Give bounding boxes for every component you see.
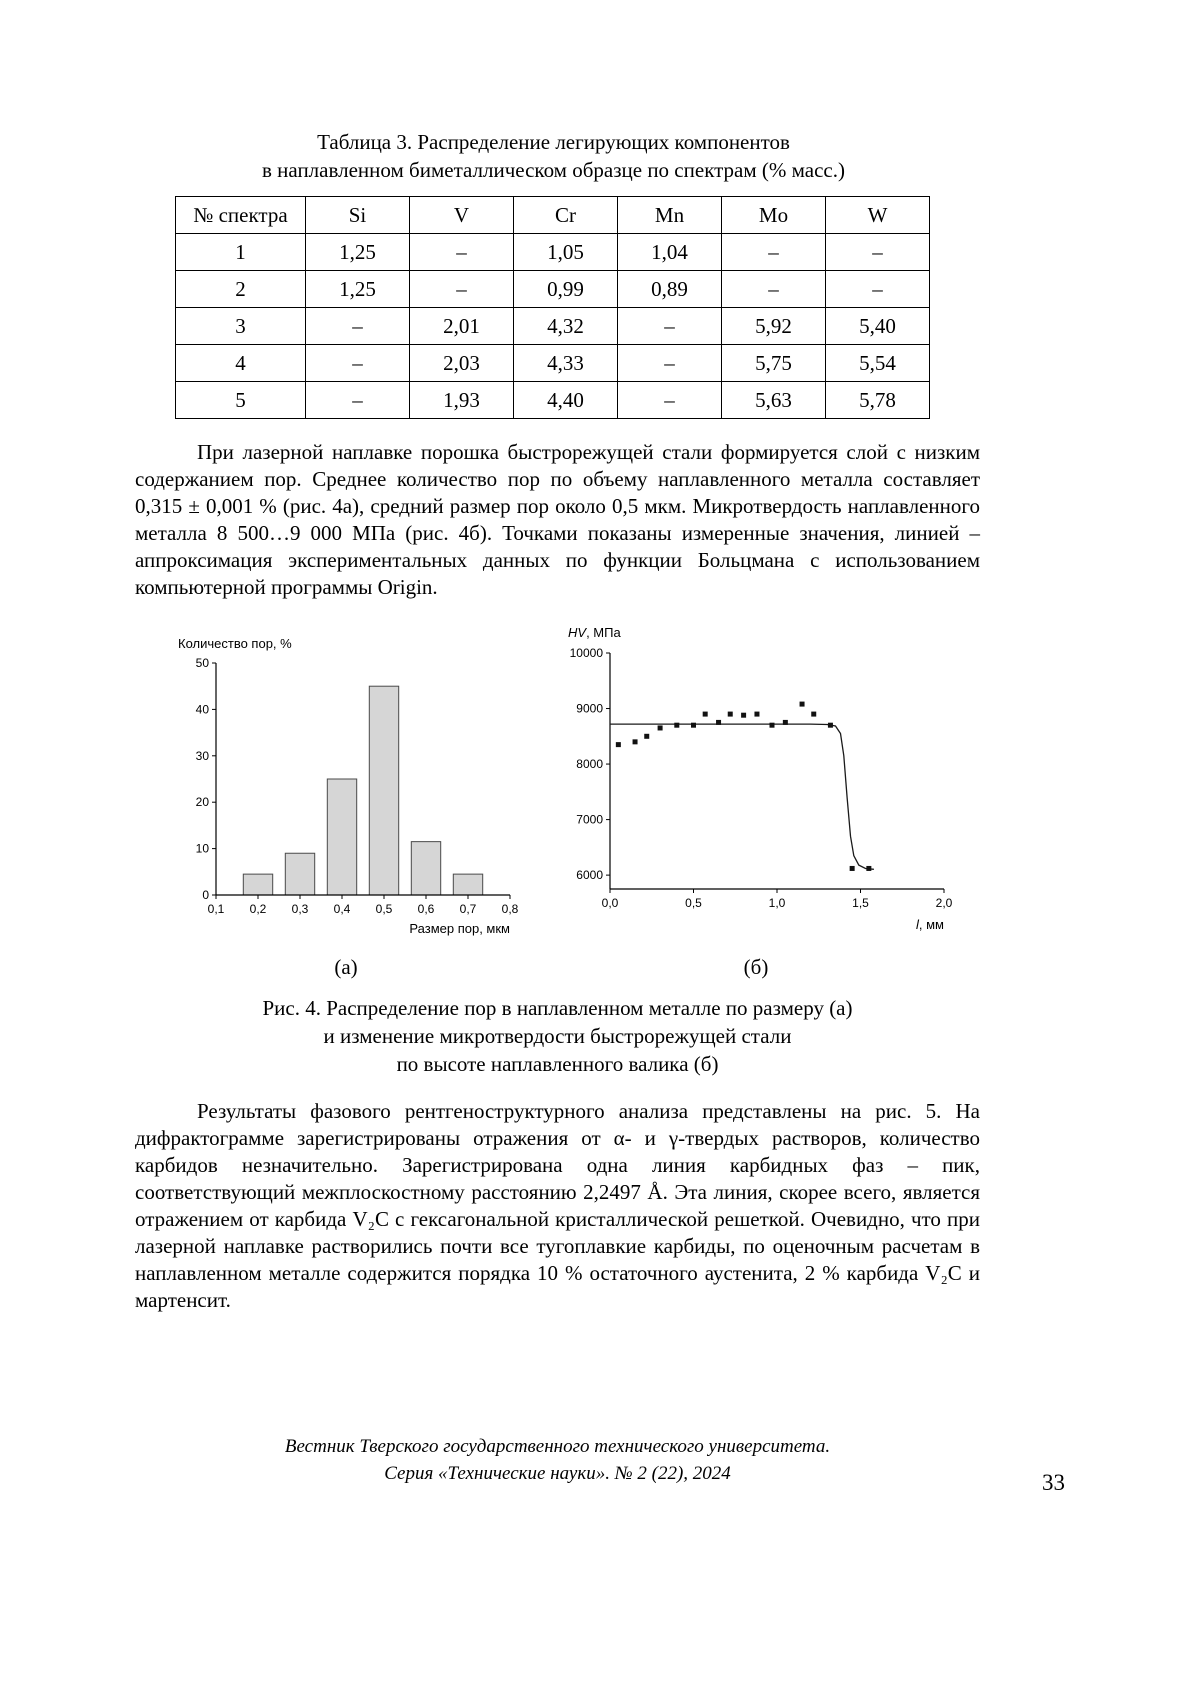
table-cell: 1,04 — [618, 234, 722, 271]
y-tick-label: 50 — [195, 656, 209, 670]
figure4-charts — [170, 617, 980, 980]
table-cell: – — [618, 382, 722, 419]
x-tick-label: 0,4 — [333, 902, 351, 916]
data-point — [741, 713, 746, 718]
measured-points — [616, 702, 872, 871]
table-cell: – — [722, 271, 826, 308]
data-point — [644, 734, 649, 739]
table-header-cell: W — [826, 197, 930, 234]
table-header-cell: Cr — [514, 197, 618, 234]
microhardness-scatter-chart — [552, 617, 960, 947]
data-point — [850, 866, 855, 871]
table-cell: – — [410, 271, 514, 308]
table-cell: 5 — [176, 382, 306, 419]
table-cell: 0,89 — [618, 271, 722, 308]
figure4-caption — [135, 994, 980, 1078]
table-cell: 1,25 — [306, 234, 410, 271]
table-row — [176, 382, 930, 419]
x-tick-label: 0,5 — [375, 902, 393, 916]
x-tick-label: 0,1 — [207, 902, 225, 916]
figure4-caption-line3: по высоте наплавленного валика (б) — [396, 1052, 719, 1076]
axes — [610, 653, 944, 889]
data-point — [728, 712, 733, 717]
table-cell: 5,92 — [722, 308, 826, 345]
boltzmann-fit-line — [610, 724, 874, 869]
bar — [327, 779, 356, 895]
table-cell: 2 — [176, 271, 306, 308]
table-cell: – — [410, 234, 514, 271]
bars — [243, 686, 482, 895]
table-header-cell: Mo — [722, 197, 826, 234]
x-tick-label: 2,0 — [935, 896, 953, 910]
table-cell: – — [306, 382, 410, 419]
data-point — [716, 720, 721, 725]
y-axis-title: HV, МПа — [568, 625, 621, 640]
table3-caption-line2: в наплавленном биметаллическом образце по спектрам (% масс.) — [262, 158, 845, 182]
paragraph-porosity: При лазерной наплавке порошка быстрорежущей стали формируется слой с низким содержанием пор. Среднее количество пор по объему наплавленного металла составляет 0,315 ± 0,001 % (рис. 4а), средний размер пор около 0,5 мкм. Микротвердость наплавленного металла 8 500…9 000 МПа (рис. 4б). Точками показаны измеренные значения, линией – аппроксимация экспериментальных данных по функции Больцмана с использованием компьютерной программы Origin. — [135, 440, 980, 599]
y-tick-label: 10 — [195, 841, 209, 856]
x-tick-label: 0,3 — [291, 902, 309, 916]
data-point — [828, 723, 833, 728]
y-tick-label: 10000 — [569, 646, 603, 660]
bar — [243, 874, 272, 895]
paragraph-xrd-analysis: Результаты фазового рентгеноструктурного анализа представлены на рис. 5. На дифрактограмме зарегистрированы отражения от α- и γ-твердых растворов, количество карбидов незначительно. Зарегистрирована одна линия карбидных фаз – пик, соответствующий межплоскостному расстоянию 2,2497 Å. Эта линия, скорее всего, является отражением от карбида V₂C с гексагональной кристаллической решеткой. Очевидно, что при лазерной наплавке растворились почти все тугоплавкие карбиды, по оценочным расчетам в наплавленном металле содержится порядка 10 % остаточного аустенита, 2 % карбида V₂C и мартенсит. — [135, 1099, 980, 1312]
table-header-cell: Si — [306, 197, 410, 234]
x-tick-label: 0,7 — [459, 902, 477, 916]
data-point — [769, 723, 774, 728]
x-tick-label: 0,6 — [417, 902, 435, 916]
table-cell: 5,54 — [826, 345, 930, 382]
bar — [285, 853, 314, 895]
table-header-cell: № спектра — [176, 197, 306, 234]
table-cell: – — [618, 308, 722, 345]
data-point — [674, 723, 679, 728]
table-header-cell: Mn — [618, 197, 722, 234]
bar — [369, 686, 398, 895]
x-tick-label: 1,5 — [852, 896, 869, 910]
y-tick-label: 0 — [202, 888, 209, 902]
pore-size-bar-chart — [170, 629, 522, 947]
y-tick-label: 20 — [195, 795, 209, 810]
data-point — [866, 866, 871, 871]
table-cell: 3 — [176, 308, 306, 345]
x-tick-label: 1,0 — [768, 896, 786, 910]
table-cell: 1 — [176, 234, 306, 271]
table-cell: 4 — [176, 345, 306, 382]
bar — [411, 842, 440, 895]
table-cell: 4,40 — [514, 382, 618, 419]
chart-panel-a — [170, 629, 522, 980]
table-row — [176, 308, 930, 345]
data-point — [754, 712, 759, 717]
table-row — [176, 234, 930, 271]
data-point — [783, 720, 788, 725]
data-point — [658, 725, 663, 730]
data-point — [633, 739, 638, 744]
table-cell: 1,25 — [306, 271, 410, 308]
table-header-row — [176, 197, 930, 234]
table-cell: 1,05 — [514, 234, 618, 271]
x-axis-title: l, мм — [916, 917, 944, 932]
chart-panel-b — [552, 617, 960, 980]
journal-footer-line1: Вестник Тверского государственного технического университета. — [284, 1436, 831, 1457]
journal-footer-line2: Серия «Технические науки». № 2 (22), 2024 — [384, 1463, 731, 1484]
table-cell: 4,33 — [514, 345, 618, 382]
y-tick-label: 30 — [195, 748, 209, 763]
table-row — [176, 345, 930, 382]
bar — [453, 874, 482, 895]
table-cell: – — [722, 234, 826, 271]
figure4-caption-line2: и изменение микротвердости быстрорежущей стали — [323, 1024, 792, 1048]
table-cell: 5,75 — [722, 345, 826, 382]
panel-label-a: (а) — [334, 955, 358, 979]
table-cell: 2,01 — [410, 308, 514, 345]
table-cell: 2,03 — [410, 345, 514, 382]
table-cell: 4,32 — [514, 308, 618, 345]
y-tick-label: 9000 — [576, 701, 603, 716]
panel-label-b: (б) — [743, 955, 769, 979]
journal-footer — [135, 1433, 980, 1487]
table-cell: – — [306, 308, 410, 345]
table-cell: – — [306, 345, 410, 382]
page-number: 33 — [1042, 1470, 1065, 1495]
data-point — [691, 723, 696, 728]
table-cell: – — [826, 234, 930, 271]
table-cell: 0,99 — [514, 271, 618, 308]
y-tick-label: 40 — [195, 702, 209, 717]
alloying-components-table — [175, 196, 930, 419]
table-row — [176, 271, 930, 308]
y-tick-label: 7000 — [576, 812, 603, 827]
x-tick-label: 0,8 — [501, 902, 519, 916]
x-axis-title: Размер пор, мкм — [409, 921, 510, 936]
table-cell: 1,93 — [410, 382, 514, 419]
x-tick-label: 0,0 — [601, 896, 619, 910]
y-tick-label: 6000 — [576, 868, 603, 883]
table-cell: 5,40 — [826, 308, 930, 345]
table-cell: 5,63 — [722, 382, 826, 419]
axes — [216, 663, 510, 895]
table-cell: – — [618, 345, 722, 382]
x-tick-label: 0,2 — [249, 902, 267, 916]
x-tick-label: 0,5 — [685, 896, 702, 910]
y-axis-title: Количество пор, % — [178, 636, 292, 651]
table-header-cell: V — [410, 197, 514, 234]
table-cell: – — [826, 271, 930, 308]
table3-caption-line1: Таблица 3. Распределение легирующих компонентов — [317, 130, 790, 154]
figure4-caption-line1: Рис. 4. Распределение пор в наплавленном металле по размеру (а) — [262, 996, 853, 1020]
table3-caption — [175, 128, 932, 184]
y-tick-label: 8000 — [576, 757, 603, 772]
data-point — [703, 712, 708, 717]
table-cell: 5,78 — [826, 382, 930, 419]
data-point — [800, 702, 805, 707]
data-point — [811, 712, 816, 717]
data-point — [616, 742, 621, 747]
